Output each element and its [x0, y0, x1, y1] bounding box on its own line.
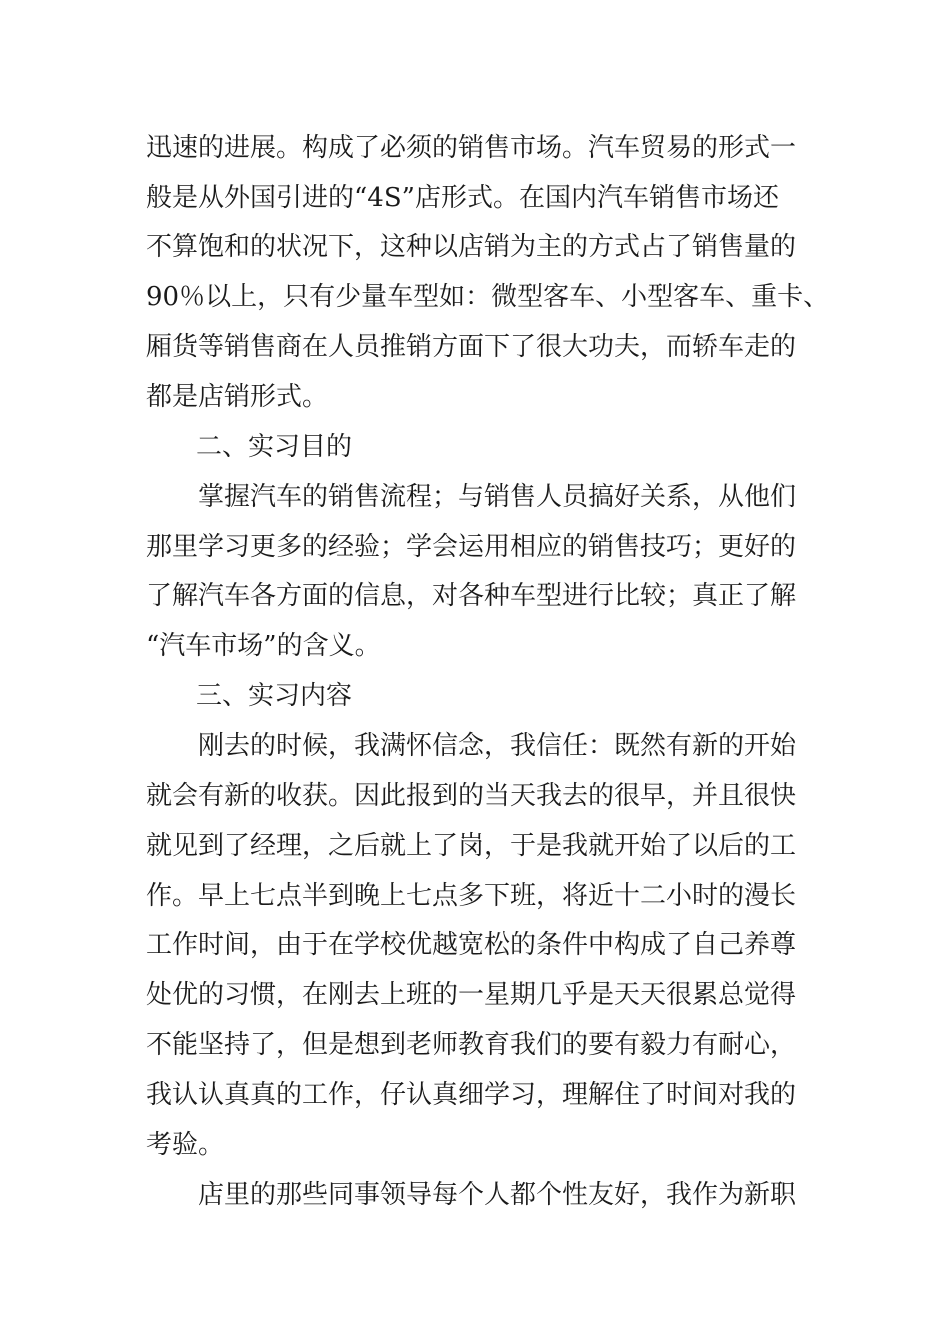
text-line: 掌握汽车的销售流程；与销售人员搞好关系，从他们 [198, 482, 797, 512]
section-heading: 二、实习目的 [196, 432, 353, 462]
text-line: 不能坚持了，但是想到老师教育我们的要有毅力有耐心， [146, 1030, 797, 1060]
text-line: 厢货等销售商在人员推销方面下了很大功夫，而轿车走的 [146, 332, 797, 362]
text-line: 都是店销形式。 [146, 382, 329, 412]
text-line: 处优的习惯，在刚去上班的一星期几乎是天天很累总觉得 [146, 980, 797, 1010]
text-line: 我认认真真的工作，仔认真细学习，理解住了时间对我的 [146, 1080, 797, 1110]
text-line: 迅速的进展。构成了必须的销售市场。汽车贸易的形式一 [146, 133, 797, 163]
text-line: “汽车市场”的含义。 [146, 631, 381, 661]
text-line: 那里学习更多的经验；学会运用相应的销售技巧；更好的 [146, 532, 797, 562]
text-line: 考验。 [146, 1130, 225, 1160]
text-line: 般是从外国引进的“4S”店形式。在国内汽车销售市场还 [146, 183, 779, 213]
text-line: 就见到了经理，之后就上了岗，于是我就开始了以后的工 [146, 831, 797, 861]
text-line: 作。早上七点半到晚上七点多下班，将近十二小时的漫长 [146, 881, 797, 911]
text-line: 90％以上，只有少量车型如：微型客车、小型客车、重卡、 [146, 282, 830, 312]
section-heading: 三、实习内容 [196, 681, 353, 711]
text-line: 店里的那些同事领导每个人都个性友好，我作为新职 [198, 1180, 797, 1210]
text-line: 就会有新的收获。因此报到的当天我去的很早，并且很快 [146, 781, 797, 811]
text-line: 了解汽车各方面的信息，对各种车型进行比较；真正了解 [146, 581, 797, 611]
text-line: 工作时间，由于在学校优越宽松的条件中构成了自己养尊 [146, 930, 797, 960]
text-line: 刚去的时候，我满怀信念，我信任：既然有新的开始 [198, 731, 797, 761]
text-line: 不算饱和的状况下，这种以店销为主的方式占了销售量的 [146, 232, 797, 262]
